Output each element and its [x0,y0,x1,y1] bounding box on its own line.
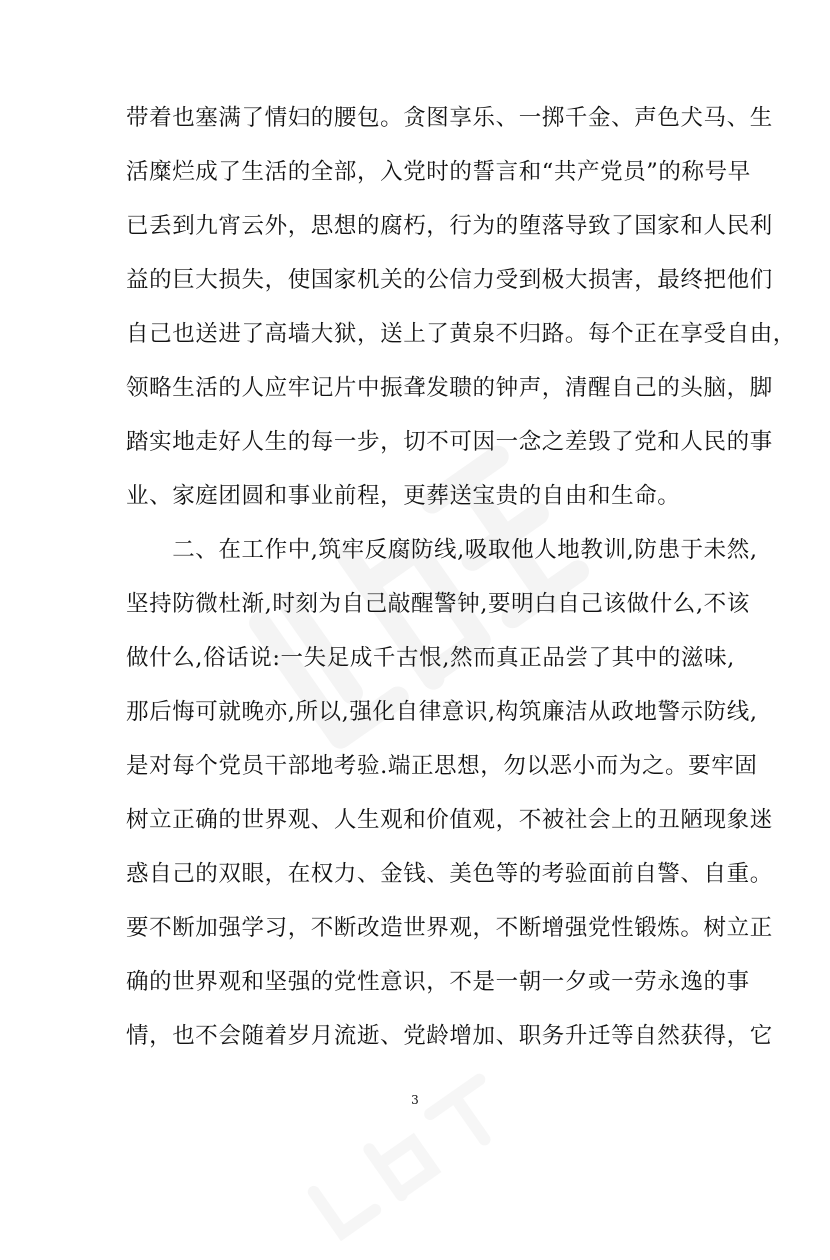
text-line: 活糜烂成了生活的全部，入党时的誓言和“共产党员”的称号早 [126,159,751,185]
text-line: 坚持防微杜渐,时刻为自己敲醒警钟,要明白自己该做什么,不该 [126,591,750,617]
text-line: 要不断加强学习，不断改造世界观，不断增强党性锻炼。树立正 [126,915,773,941]
page-number: 3 [411,1093,419,1107]
text-line: 踏实地走好人生的每一步，切不可因一念之差毁了党和人民的事 [126,429,773,455]
text-line: 自己也送进了高墙大狱，送上了黄泉不归路。每个正在享受自由， [126,321,796,347]
paragraph-start-line: 二、在工作中,筑牢反腐防线,吸取他人地教训,防患于未然, [126,537,758,563]
text-line: 已丢到九宵云外，思想的腐朽，行为的堕落导致了国家和人民利 [126,213,773,239]
text-line: 领略生活的人应牢记片中振聋发聩的钟声，清醒自己的头脑，脚 [126,375,773,401]
text-line: 那后悔可就晚亦,所以,强化自律意识,构筑廉洁从政地警示防线, [126,699,758,725]
text-line: 情，也不会随着岁月流逝、党龄增加、职务升迁等自然获得，它 [126,1023,773,1049]
text-line: 益的巨大损失，使国家机关的公信力受到极大损害，最终把他们 [126,267,773,293]
text-line: 树立正确的世界观、人生观和价值观，不被社会上的丑陋现象迷 [126,807,773,833]
text-line: 惑自己的双眼，在权力、金钱、美色等的考验面前自警、自重。 [126,861,773,887]
text-line: 带着也塞满了情妇的腰包。贪图享乐、一掷千金、声色犬马、生 [126,105,773,131]
text-line: 是对每个党员干部地考验.端正思想，勿以恶小而为之。要牢固 [126,753,758,779]
text-line: 业、家庭团圆和事业前程，更葬送宝贵的自由和生命。 [126,483,681,509]
text-line: 做什么,俗话说:一失足成千古恨,然而真正品尝了其中的滋味, [126,645,735,671]
text-line: 确的世界观和坚强的党性意识，不是一朝一夕或一劳永逸的事 [126,969,750,995]
watermark-logo-icon [289,1053,531,1256]
